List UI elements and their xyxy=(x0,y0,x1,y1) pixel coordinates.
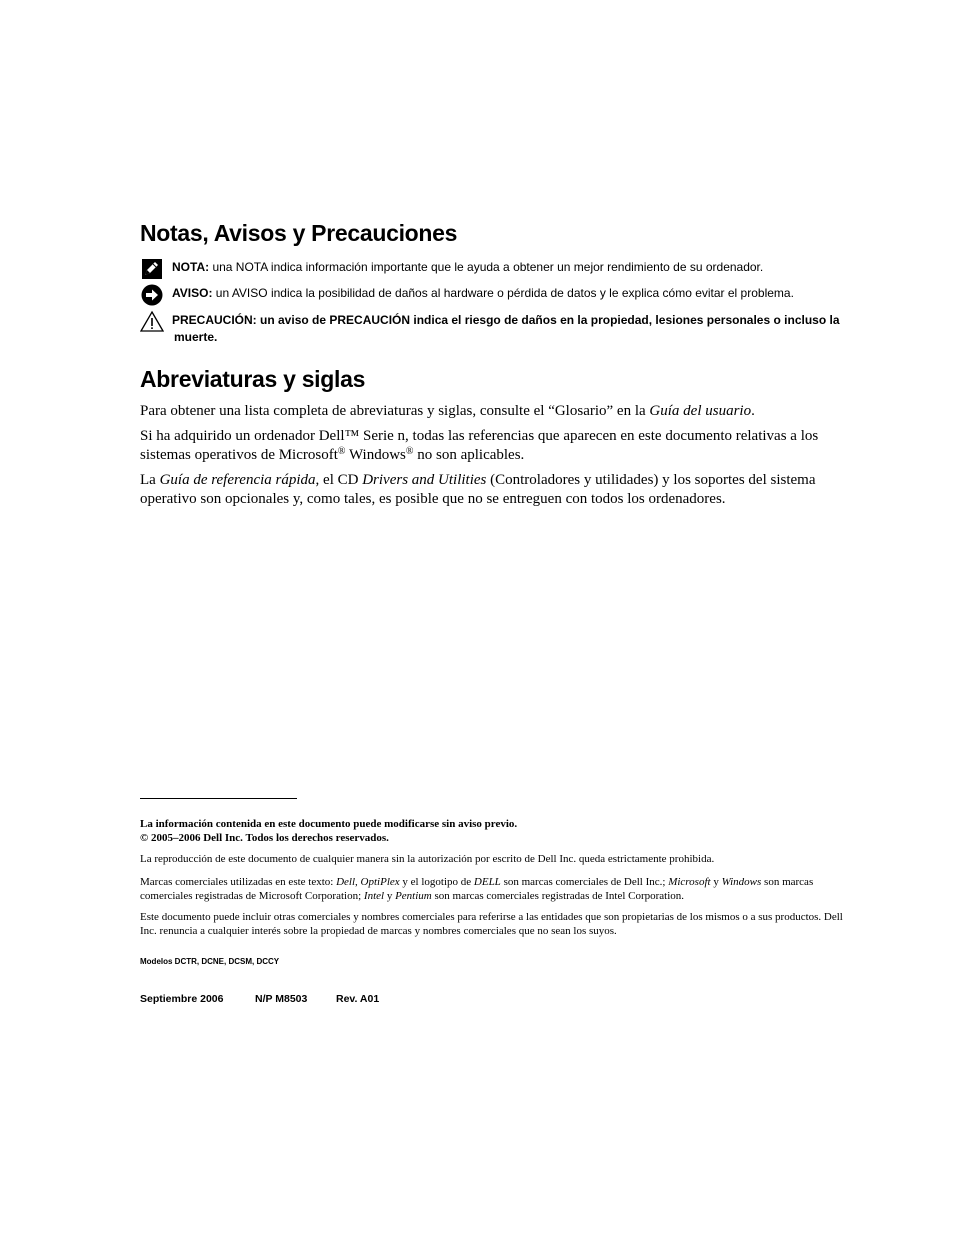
tm-text: son marcas comerciales de Dell Inc.; xyxy=(500,876,669,888)
tm-text: y xyxy=(384,890,396,902)
p1-guide-title: Guía del usuario xyxy=(649,403,752,419)
tm-dell: Dell xyxy=(336,876,356,888)
p3-quick-guide: Guía de referencia rápida xyxy=(159,472,316,488)
p1-end: . xyxy=(751,403,755,419)
note-label: NOTA: xyxy=(172,260,210,274)
section-title-notes: Notas, Avisos y Precauciones xyxy=(140,220,458,246)
registered-mark: ® xyxy=(405,446,414,457)
footer-info-line1: La información contenida en este documento puede modificarse sin aviso previo. xyxy=(140,818,518,830)
model-numbers: Modelos DCTR, DCNE, DCSM, DCCY xyxy=(140,957,280,966)
p3-e: (Controladores y utilidades) y los soportes del sistema xyxy=(486,472,816,488)
p2-line2c: no son aplicables. xyxy=(413,447,525,463)
footer-info xyxy=(140,817,845,845)
footer-trademarks xyxy=(140,875,845,903)
p3-line2: operativo son opcionales y, como tales, es posible que no se entreguen con todos los ordenadores. xyxy=(140,491,726,507)
tm-text: y el logotipo de xyxy=(399,876,474,888)
p3-a: La xyxy=(140,472,160,488)
tm-text: son marcas comerciales registradas de Intel Corporation. xyxy=(431,890,685,902)
footer-other-marks: Este documento puede incluir otras comerciales y nombres comerciales para referirse a las entidades que son propietarias de los mismos o a sus productos. Dell Inc. renuncia a cualquier interés sobre la propiedad de marcas y nombres comerciales que no sean los suyos. xyxy=(140,911,843,937)
registered-mark: ® xyxy=(337,446,346,457)
footnote-divider xyxy=(140,798,297,799)
p2-line1: Si ha adquirido un ordenador Dell™ Serie n, todas las referencias que aparecen en este documento relativas a los xyxy=(140,428,819,444)
section-title-abbrev: Abreviaturas y siglas xyxy=(140,366,366,392)
caution-label: PRECAUCIÓN: xyxy=(172,313,257,327)
footer-reproduction: La reproducción de este documento de cualquier manera sin la autorización por escrito de Dell Inc. queda estrictamente prohibida. xyxy=(140,853,715,865)
tm-dell-logo: DELL xyxy=(473,876,501,888)
notice-arrow-icon xyxy=(140,283,164,307)
tm-intel: Intel xyxy=(363,890,385,902)
tm-text: son marcas comerciales registradas de Microsoft Corporation; xyxy=(140,876,814,902)
abbrev-paragraph-glossary xyxy=(140,402,850,421)
caution-triangle-icon xyxy=(140,310,164,334)
abbrev-paragraph-series-n xyxy=(140,427,850,465)
p3-c: , el CD xyxy=(315,472,363,488)
tm-text: , xyxy=(355,876,361,888)
p1-text: Para obtener una lista completa de abreviaturas y siglas, consulte el “Glosario” en la xyxy=(140,403,650,419)
p2-line2b: Windows xyxy=(345,447,406,463)
p3-drivers-cd: Drivers and Utilities xyxy=(362,472,487,488)
notice-aviso xyxy=(140,285,840,302)
caution-text-line1: un aviso de PRECAUCIÓN indica el riesgo de daños en la propiedad, lesiones personales o incluso la xyxy=(260,313,840,327)
tm-microsoft: Microsoft xyxy=(668,876,711,888)
note-text: una NOTA indica información importante que le ayuda a obtener un mejor rendimiento de su ordenador. xyxy=(212,260,764,274)
tm-text: y xyxy=(710,876,722,888)
notice-label: AVISO: xyxy=(172,286,213,300)
notice-text: un AVISO indica la posibilidad de daños al hardware o pérdida de datos y le explica cómo evitar el problema. xyxy=(215,286,794,300)
caution-text-line2: muerte. xyxy=(174,330,218,344)
publication-date: Septiembre 2006 xyxy=(140,993,224,1005)
revision: Rev. A01 xyxy=(336,993,380,1005)
tm-pentium: Pentium xyxy=(395,890,432,902)
note-notice xyxy=(140,259,840,276)
tm-text: Marcas comerciales utilizadas en este texto: xyxy=(140,876,337,888)
note-pencil-icon xyxy=(140,257,164,281)
caution-notice xyxy=(140,312,840,346)
tm-windows: Windows xyxy=(721,876,762,888)
part-number: N/P M8503 xyxy=(255,993,308,1005)
p2-line2a: sistemas operativos de Microsoft xyxy=(140,447,338,463)
tm-optiplex: OptiPlex xyxy=(360,876,400,888)
footer-copyright: © 2005–2006 Dell Inc. Todos los derechos reservados. xyxy=(140,832,389,844)
abbrev-paragraph-optional-media xyxy=(140,471,850,509)
